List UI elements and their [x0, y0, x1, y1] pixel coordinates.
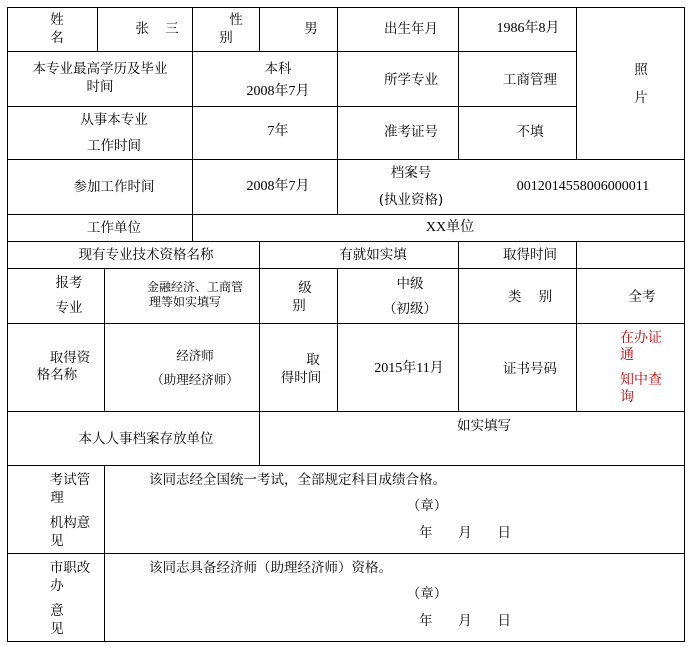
- gender-label: 性: [229, 12, 243, 28]
- level-label: 别: [292, 298, 306, 314]
- apply-major-label: 专业: [55, 300, 83, 316]
- obtained-qualification-value: （助理经济师）: [151, 372, 239, 387]
- obtained-qualification-label: 取得资: [49, 350, 91, 366]
- cert-number-note: 知中查询: [620, 372, 662, 405]
- col-line: [337, 7, 338, 215]
- start-work-label: 参加工作时间: [73, 179, 155, 195]
- row-line: [7, 641, 685, 642]
- major-label: 所学专业: [384, 72, 438, 88]
- birth-label: 出生年月: [384, 21, 438, 37]
- photo-label: 片: [634, 90, 648, 106]
- col-line: [576, 241, 577, 412]
- photo-label: 照: [634, 62, 648, 78]
- level-value: （初级）: [383, 301, 437, 317]
- category-value: 全考: [628, 289, 656, 305]
- exam-org-label: 见: [50, 533, 64, 549]
- col-line: [337, 268, 338, 412]
- row-line: [7, 159, 685, 160]
- row-line: [7, 465, 685, 466]
- education-label: 本专业最高学历及毕业: [32, 61, 168, 77]
- archive-label: 本人人事档案存放单位: [78, 431, 214, 447]
- row-line: [7, 106, 577, 107]
- file-number-label: 档案号: [390, 165, 432, 181]
- city-office-label: 办: [50, 578, 64, 594]
- col-line: [97, 7, 98, 52]
- col-line: [576, 7, 577, 160]
- start-work-value: 2008年7月: [246, 179, 310, 194]
- col-line: [458, 7, 459, 160]
- col-line: [684, 7, 685, 642]
- archive-value: 如实填写: [457, 418, 511, 434]
- category-label: 类 别: [507, 289, 553, 305]
- obtained-time-label: 得时间: [280, 370, 322, 386]
- file-number-label: (执业资格): [378, 192, 444, 208]
- col-line: [259, 7, 260, 52]
- cert-number-label: 证书号码: [503, 361, 557, 377]
- obtained-qualification-label: 格名称: [36, 367, 78, 383]
- level-value: 中级: [396, 276, 424, 292]
- date-label: 年 月 日: [419, 525, 511, 541]
- obtained-time-value: 2015年11月: [374, 361, 444, 376]
- work-years-value: 7年: [267, 124, 289, 139]
- city-office-opinion: 该同志具备经济师（助理经济师）资格。: [149, 560, 392, 576]
- name-label: 姓: [50, 12, 64, 28]
- exam-org-label: 考试管: [49, 472, 91, 488]
- row-line: [7, 7, 685, 8]
- city-office-label: 意: [50, 603, 64, 619]
- file-number-value: 0012014558006000011: [516, 179, 650, 194]
- col-line: [104, 268, 105, 412]
- cert-number-note: 在办证通: [620, 330, 662, 363]
- gender-value: 男: [304, 21, 318, 37]
- apply-major-label: 报考: [55, 275, 83, 291]
- education-value: 本科: [264, 61, 292, 77]
- city-office-label: 见: [50, 621, 64, 637]
- exam-org-opinion: 该同志经全国统一考试，全部规定科目成绩合格。: [149, 472, 446, 488]
- employer-value: XX单位: [425, 220, 475, 235]
- obtained-time-label: 取: [306, 352, 320, 368]
- col-line: [7, 7, 8, 642]
- date-label: 年 月 日: [419, 613, 511, 629]
- employer-label: 工作单位: [87, 220, 141, 236]
- work-years-label: 工作时间: [87, 138, 141, 154]
- name-label: 名: [50, 30, 64, 46]
- row-line: [7, 241, 685, 242]
- col-line: [259, 241, 260, 466]
- education-label: 时间: [86, 79, 114, 95]
- seal-label: （章）: [406, 498, 448, 514]
- obtained-qualification-value: 经济师: [176, 348, 214, 363]
- col-line: [458, 241, 459, 269]
- col-line: [458, 268, 459, 412]
- exam-org-label: 理: [50, 490, 64, 506]
- apply-major-value: 金融经济、工商管: [146, 280, 244, 294]
- major-value: 工商管理: [503, 72, 557, 88]
- exam-number-label: 准考证号: [384, 124, 438, 140]
- city-office-label: 市职改: [49, 560, 91, 576]
- exam-org-label: 机构意: [49, 515, 91, 531]
- current-qualification-label: 现有专业技术资格名称: [78, 247, 214, 263]
- row-line: [7, 323, 685, 324]
- birth-value: 1986年8月: [496, 21, 560, 36]
- row-line: [7, 411, 685, 412]
- current-qualification-value: 有就如实填: [339, 247, 407, 263]
- row-line: [7, 51, 577, 52]
- row-line: [7, 214, 685, 215]
- work-years-label: 从事本专业: [80, 112, 148, 128]
- name-value: 张 三: [135, 21, 185, 37]
- row-line: [7, 268, 685, 269]
- seal-label: （章）: [406, 586, 448, 602]
- obtain-time-label: 取得时间: [503, 247, 557, 263]
- level-label: 级: [298, 280, 312, 296]
- row-line: [7, 553, 685, 554]
- exam-number-value: 不填: [516, 124, 544, 140]
- graduation-date: 2008年7月: [246, 84, 310, 99]
- col-line: [192, 7, 193, 242]
- apply-major-value: 理等如实填写: [148, 295, 222, 309]
- gender-label: 别: [219, 30, 233, 46]
- col-line: [104, 465, 105, 642]
